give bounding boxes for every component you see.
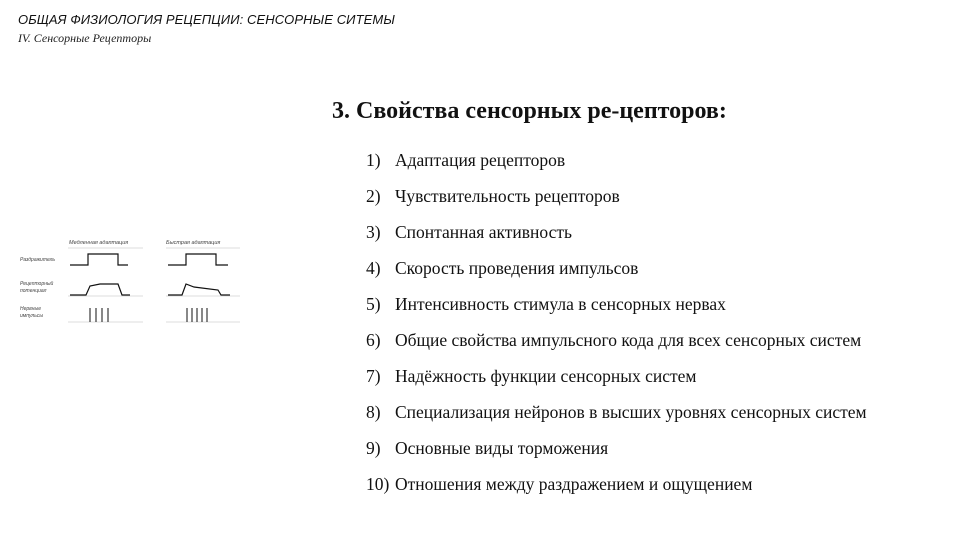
item-number: 6) <box>366 330 381 350</box>
impulses-slow <box>90 308 108 322</box>
item-number: 4) <box>366 258 381 278</box>
list-item <box>366 214 867 250</box>
list-item <box>366 394 867 430</box>
item-text: Надёжность функции сенсорных систем <box>395 366 697 386</box>
item-text: Интенсивность стимула в сенсорных нервах <box>395 294 726 314</box>
list-item <box>366 430 867 466</box>
list-item <box>366 322 867 358</box>
stimulus-trace-slow <box>70 254 128 265</box>
header-subtitle: IV. Сенсорные Рецепторы <box>18 31 152 45</box>
row-label-impulses: Нервные <box>20 306 41 312</box>
list-item <box>366 142 867 178</box>
column-label-slow: Медленная адаптация <box>69 240 129 246</box>
header-title: ОБЩАЯ ФИЗИОЛОГИЯ РЕЦЕПЦИИ: СЕНСОРНЫЕ СИТЕМЫ <box>18 12 395 27</box>
item-text: Основные виды торможения <box>395 438 609 458</box>
row-label-stimulus: Раздражитель <box>20 257 56 263</box>
stimulus-trace-fast <box>168 254 228 265</box>
item-text: Спонтанная активность <box>395 222 572 242</box>
item-number: 9) <box>366 438 381 458</box>
list-item <box>366 178 867 214</box>
item-text: Чувствительность рецепторов <box>395 186 620 206</box>
adaptation-diagram <box>18 232 243 332</box>
item-text: Адаптация рецепторов <box>395 150 566 170</box>
item-number: 3) <box>366 222 381 242</box>
list-item <box>366 286 867 322</box>
row-label-receptor-potential-2: потенциал <box>20 288 47 294</box>
list-item <box>366 250 867 286</box>
row-label-impulses-2: импульсы <box>20 313 44 319</box>
item-number: 1) <box>366 150 381 170</box>
item-text: Общие свойства импульсного кода для всех сенсорных систем <box>395 330 862 350</box>
column-label-fast: Быстрая адаптация <box>166 240 221 246</box>
list-item <box>366 358 867 394</box>
slide-header <box>18 12 395 46</box>
item-text: Отношения между раздражением и ощущением <box>395 474 753 494</box>
slide-title: 3. Свойства сенсорных ре-цепторов: <box>332 98 727 124</box>
item-number: 10) <box>366 474 390 494</box>
list-item <box>366 466 867 502</box>
item-text: Специализация нейронов в высших уровнях сенсорных систем <box>395 402 867 422</box>
receptor-potential-slow <box>70 284 130 295</box>
item-number: 8) <box>366 402 381 422</box>
item-number: 2) <box>366 186 381 206</box>
item-number: 5) <box>366 294 381 314</box>
item-number: 7) <box>366 366 381 386</box>
item-text: Скорость проведения импульсов <box>395 258 639 278</box>
impulses-fast <box>187 308 207 322</box>
row-label-receptor-potential: Рецепторный <box>20 281 54 287</box>
properties-list <box>366 142 867 502</box>
receptor-potential-fast <box>168 284 230 295</box>
